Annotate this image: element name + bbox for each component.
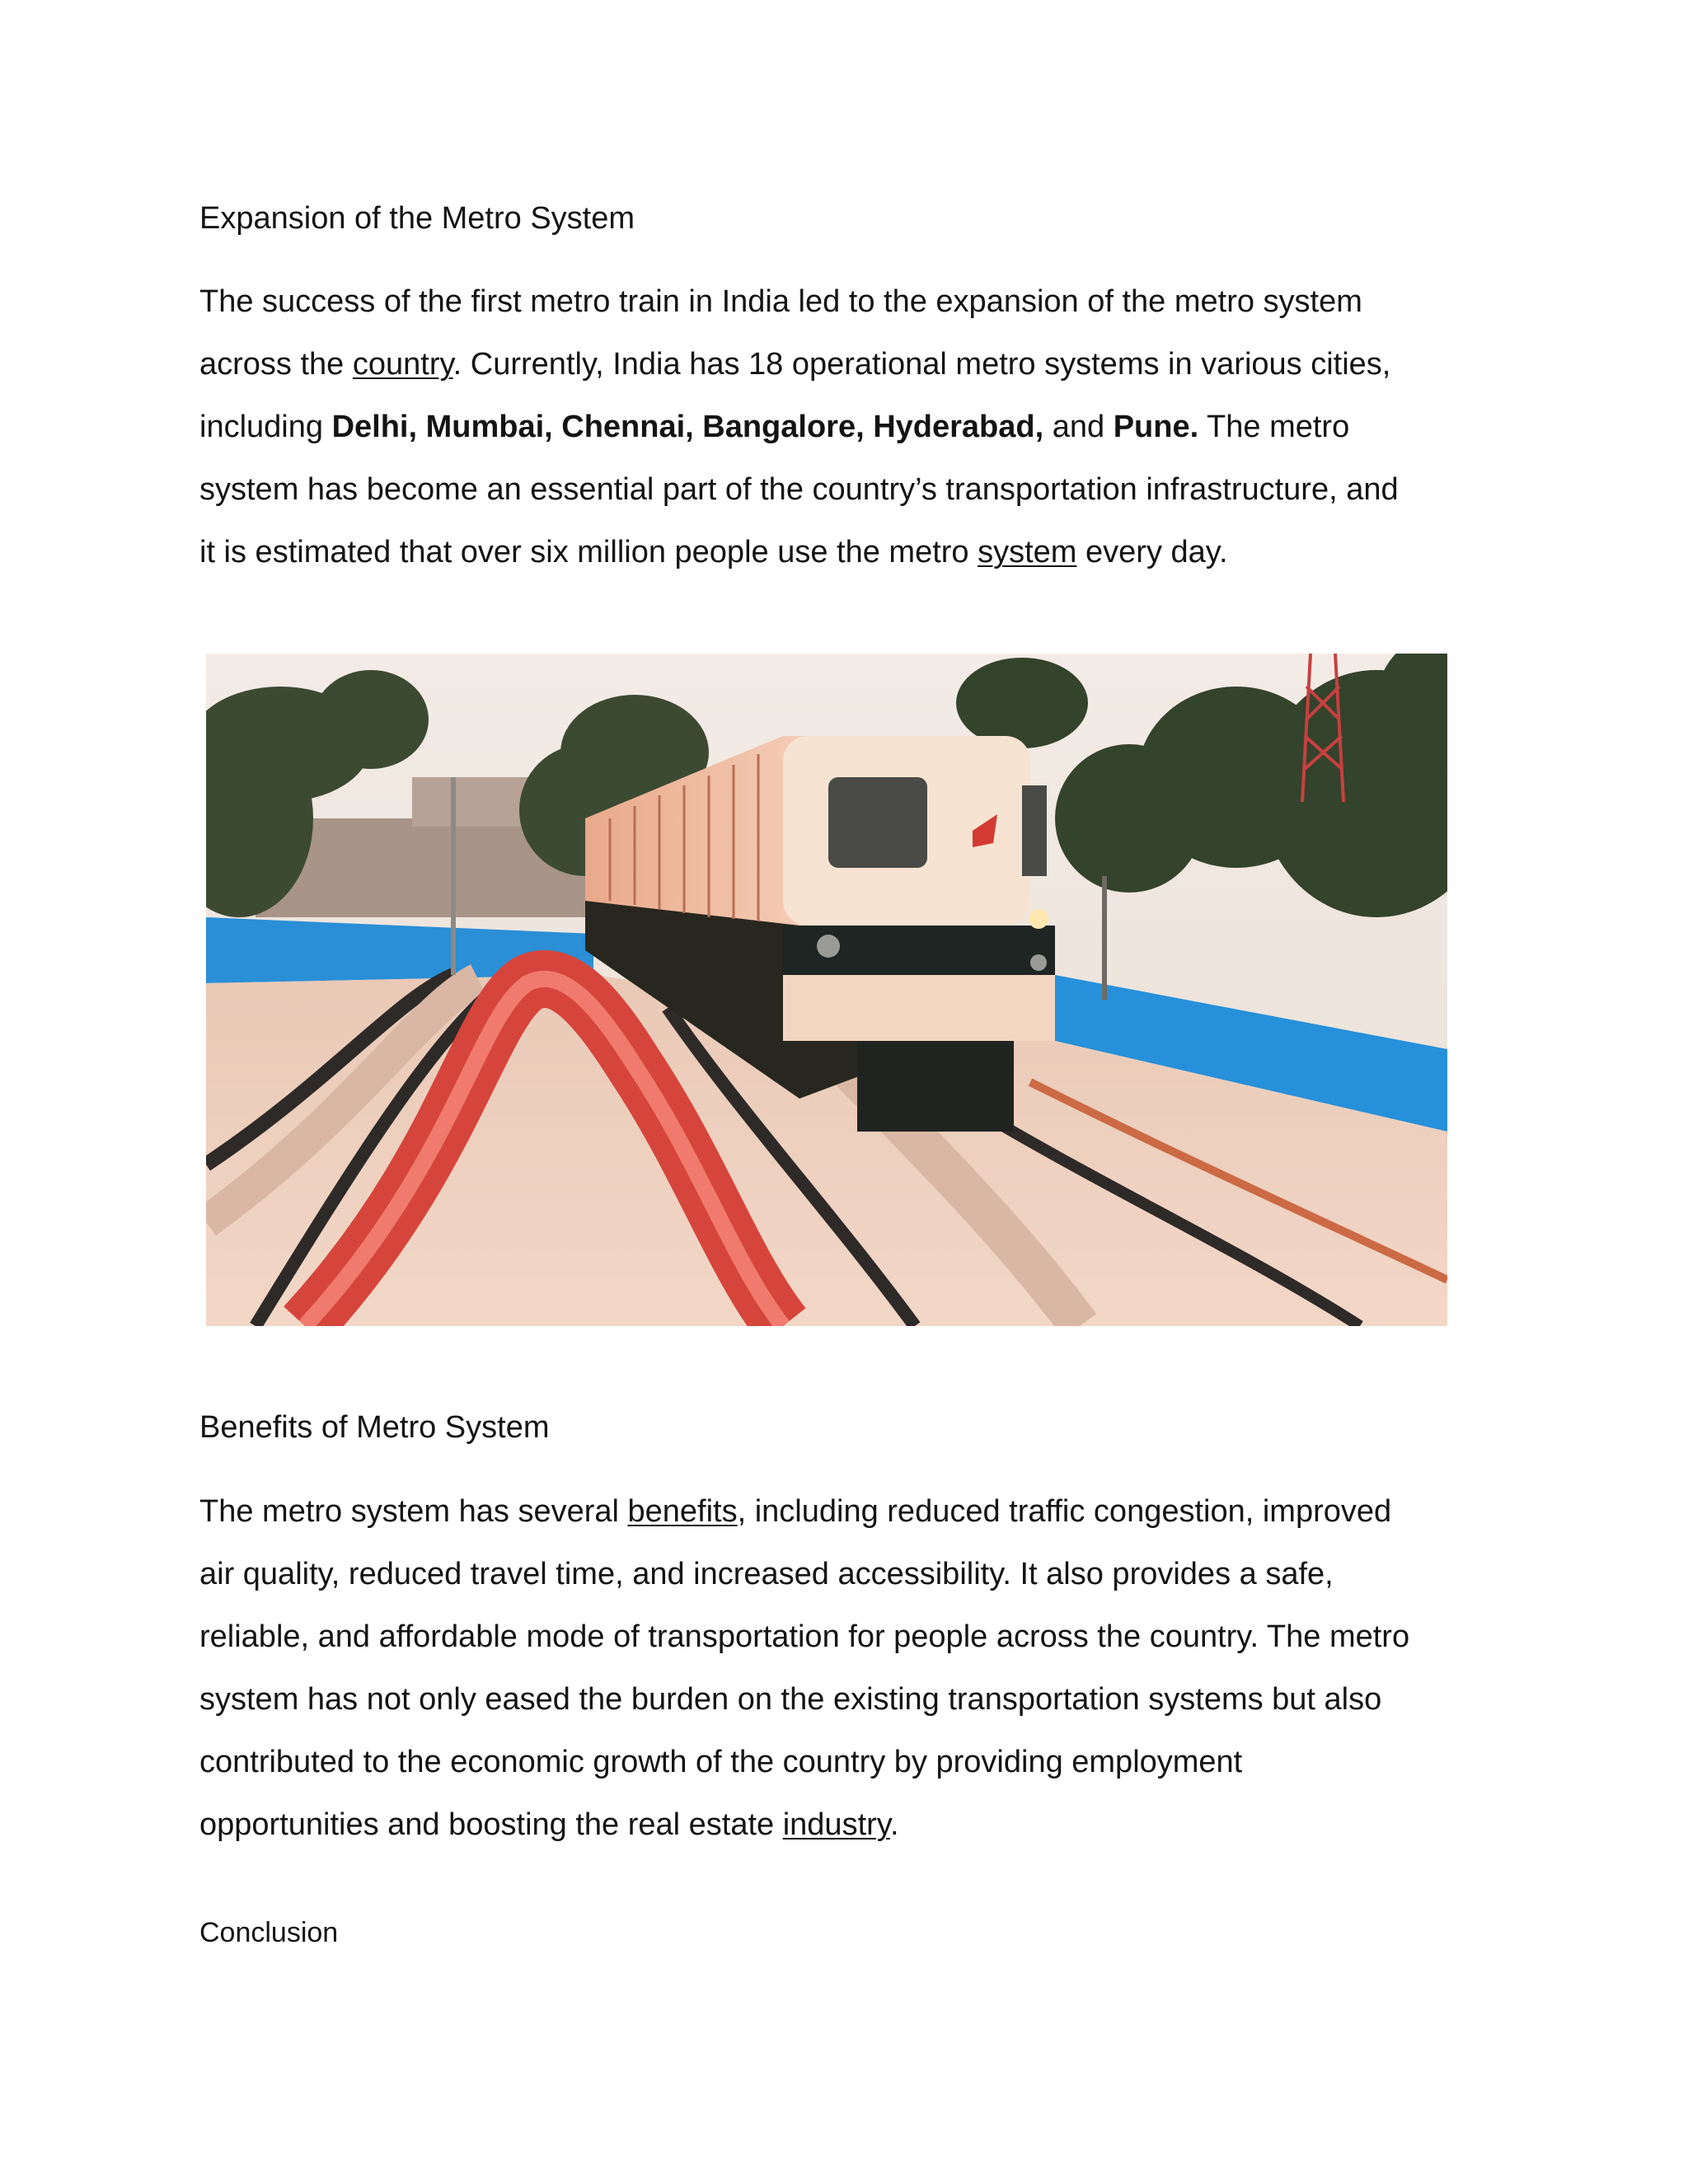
paragraph-line [199,396,1502,458]
text-run: system has become an essential part of the country’s transportation infrastructure, and [199,472,1399,507]
bold-text: Pune. [1113,410,1199,444]
paragraph-line [199,1605,1502,1668]
paragraph-line [199,270,1502,333]
text-run: across the [199,347,353,382]
section-heading-expansion: Expansion of the Metro System [199,201,635,236]
paragraph-line [199,1731,1502,1793]
text-run: contributed to the economic growth of the country by providing employment [199,1745,1243,1779]
text-run: system has not only eased the burden on the existing transportation systems but also [199,1682,1382,1717]
text-run: including [199,410,332,444]
inline-link-benefits[interactable]: benefits [627,1494,738,1529]
metro-train-photo [206,654,1447,1326]
text-run: , including reduced traffic congestion, improved [737,1494,1392,1529]
text-run: air quality, reduced travel time, and increased accessibility. It also provides a safe, [199,1557,1334,1591]
section-heading-conclusion: Conclusion [199,1917,339,1948]
bold-text: Delhi, Mumbai, Chennai, Bangalore, Hyderabad, [331,410,1044,444]
text-run: The metro [1198,410,1350,444]
text-run: reliable, and affordable mode of transportation for people across the country. The metro [199,1619,1410,1654]
paragraph-line [199,1480,1502,1543]
paragraph-line [199,1543,1502,1605]
inline-link-industry[interactable]: industry [782,1807,890,1842]
paragraph-line [199,458,1502,521]
text-run: it is estimated that over six million people use the metro [199,535,978,569]
paragraph-line [199,1793,1502,1856]
text-run: and [1043,410,1114,444]
paragraph-line [199,521,1502,583]
paragraph-expansion [199,270,1502,583]
text-run: opportunities and boosting the real estate [199,1807,783,1842]
text-run: The success of the first metro train in India led to the expansion of the metro system [199,284,1362,319]
inline-link-country[interactable]: country [352,347,453,382]
paragraph-line [199,333,1502,396]
text-run: . [889,1807,899,1842]
section-heading-benefits: Benefits of Metro System [199,1410,550,1445]
text-run: The metro system has several [199,1494,628,1529]
text-run: . Currently, India has 18 operational metro systems in various cities, [452,347,1391,382]
inline-link-system[interactable]: system [978,535,1077,569]
text-run: every day. [1076,535,1228,569]
paragraph-line [199,1668,1502,1731]
paragraph-benefits [199,1480,1502,1856]
